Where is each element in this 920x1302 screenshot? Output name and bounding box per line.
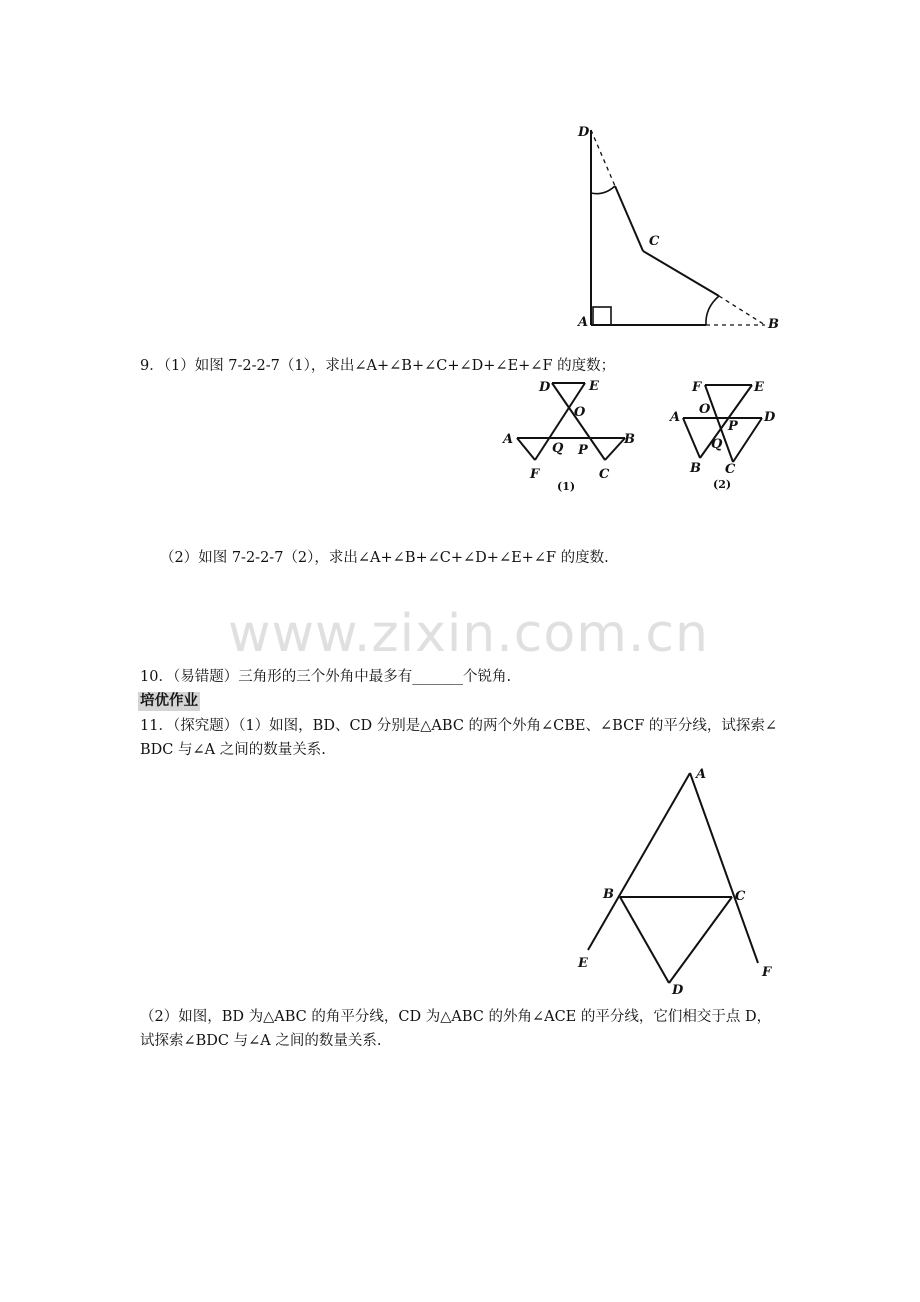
label-D-bottom: D <box>672 983 684 998</box>
label-A-star1: A <box>503 432 514 447</box>
figure-star-1 <box>517 383 625 460</box>
label-B-star1: B <box>624 432 635 447</box>
q11-line1: 11．（探究题）（1）如图，BD、CD 分别是△ABC 的两个外角∠CBE、∠BCF 的平分线，试探索∠ <box>140 718 778 734</box>
label-E-bottom: E <box>578 956 588 971</box>
label-P-star2: P <box>728 419 738 434</box>
label-A-star2: A <box>670 410 681 425</box>
figure-bottom <box>588 773 758 983</box>
label-E-star1: E <box>589 379 599 394</box>
q11-line2: BDC 与∠A 之间的数量关系. <box>140 742 326 758</box>
caption-star1: (1) <box>557 480 576 493</box>
label-D-top: D <box>578 125 590 140</box>
label-C-top: C <box>649 234 660 249</box>
q10: 10．（易错题）三角形的三个外角中最多有_______个锐角. <box>140 669 512 685</box>
label-B-bottom: B <box>603 887 614 902</box>
label-C-star1: C <box>599 467 610 482</box>
label-B-top: B <box>768 317 779 332</box>
label-E-star2: E <box>754 380 764 395</box>
q9-part1: 9．（1）如图 7-2-2-7（1），求出∠A+∠B+∠C+∠D+∠E+∠F 的度数； <box>140 358 616 374</box>
label-A-top: A <box>578 315 589 330</box>
q11-part2-line1: （2）如图，BD 为△ABC 的角平分线，CD 为△ABC 的外角∠ACE 的平分线，它们相交于点 D， <box>140 1009 772 1025</box>
label-D-star2: D <box>764 410 776 425</box>
label-Q-star2: Q <box>711 437 723 452</box>
label-F-bottom: F <box>762 965 772 980</box>
label-P-star1: P <box>578 443 588 458</box>
caption-star2: (2) <box>713 478 732 491</box>
label-C-star2: C <box>725 462 736 477</box>
watermark: www.zixin.com.cn <box>228 604 709 664</box>
label-F-star1: F <box>530 467 540 482</box>
label-A-bottom: A <box>696 767 707 782</box>
q11-part2-line2: 试探索∠BDC 与∠A 之间的数量关系. <box>140 1033 382 1049</box>
label-D-star1: D <box>539 380 551 395</box>
label-O-star1: O <box>574 405 586 420</box>
figure-top <box>591 130 765 325</box>
section-title: 培优作业 <box>140 693 198 709</box>
label-Q-star1: Q <box>552 441 564 456</box>
label-B-star2: B <box>690 461 701 476</box>
label-F-star2: F <box>692 380 702 395</box>
label-C-bottom: C <box>735 889 746 904</box>
label-O-star2: O <box>699 402 711 417</box>
figure-star-2 <box>683 385 762 462</box>
q9-part2: （2）如图 7-2-2-7（2），求出∠A+∠B+∠C+∠D+∠E+∠F 的度数. <box>160 550 609 566</box>
